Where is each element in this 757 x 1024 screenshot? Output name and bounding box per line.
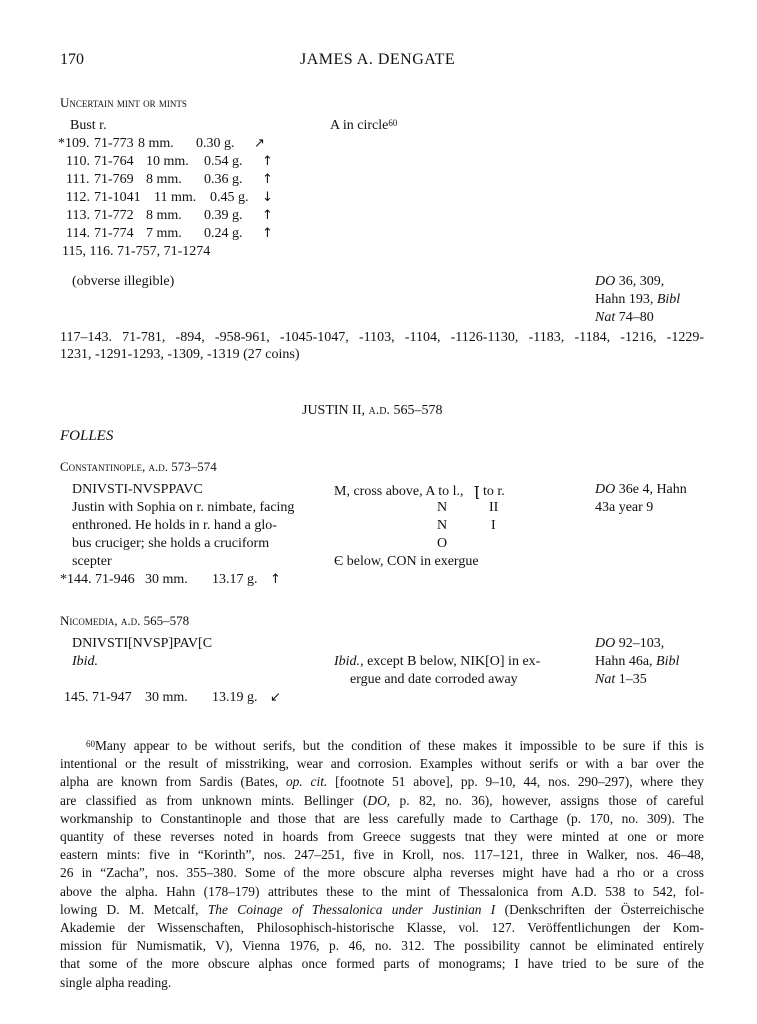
die-axis-arrow-icon: ↑: [262, 172, 273, 187]
reference-line: Nat 74–80: [595, 310, 654, 325]
section-heading-justin: JUSTIN II, a.d. 565–578: [302, 403, 443, 418]
die-axis-arrow-icon: ↗: [254, 136, 265, 151]
coin-weight: 0.30 g.: [196, 136, 235, 151]
coin-inv: 71-769: [94, 172, 134, 187]
coin-row: [58, 135, 265, 152]
coin-num: 112.: [66, 190, 90, 205]
gamma-symbol: ꞁ: [474, 480, 480, 499]
reverse-description: Є below, CON in exergue: [334, 554, 479, 569]
coin-size: 11 mm.: [154, 190, 197, 205]
reference-line: 43a year 9: [595, 500, 654, 515]
reverse-letter: N: [437, 518, 448, 533]
coin-size: 10 mm.: [146, 154, 189, 169]
obverse-legend: DNIVSTI-NVSPPAVC: [72, 482, 203, 497]
reference-line: DO 92–103,: [595, 636, 665, 651]
coin-size: 8 mm.: [146, 172, 182, 187]
reference-line: Hahn 193, Bibl: [595, 292, 681, 307]
obverse-description: Justin with Sophia on r. nimbate, facing: [72, 500, 295, 515]
coin-inv: 71-764: [94, 154, 134, 169]
coin-row: [66, 171, 273, 188]
coin-row: [66, 189, 273, 206]
reference-line: DO 36e 4, Hahn: [595, 482, 687, 497]
obverse-illegible: (obverse illegible): [72, 274, 175, 289]
coin-row-144: *144. 71-946 30 mm. 13.17 g. ↑: [60, 572, 281, 587]
coin-inv: 71-772: [94, 208, 134, 223]
die-axis-arrow-icon: ↑: [270, 572, 281, 587]
obverse-description: enthroned. He holds in r. hand a glo-: [72, 518, 277, 533]
reference-line: Hahn 46a, Bibl: [595, 654, 680, 669]
coin-inv: 71-774: [94, 226, 134, 241]
section-heading-uncertain-mint: Uncertain mint or mints: [60, 95, 187, 110]
coin-size: 8 mm.: [146, 208, 182, 223]
reverse-description: Ibid., except B below, NIK[O] in ex-: [334, 654, 541, 669]
die-axis-arrow-icon: ↓: [262, 190, 273, 205]
coin-weight: 0.45 g.: [210, 190, 249, 205]
running-header-author: JAMES A. DENGATE: [300, 51, 456, 68]
coin-inv: 71-1041: [94, 190, 141, 205]
coin-row: [66, 207, 273, 224]
die-axis-arrow-icon: ↑: [262, 208, 273, 223]
coin-size: 8 mm.: [138, 136, 174, 151]
obverse-description: scepter: [72, 554, 112, 569]
obverse-description: bus cruciger; she holds a cruciform: [72, 536, 270, 551]
coin-num: 110.: [66, 154, 90, 169]
coin-num: 113.: [66, 208, 90, 223]
footnote-60: $^{60}$Many appear to be without serifs, but the condition of these makes it impossible to be sure if this is intentional or the result of misstriking, wear and corrosion. Examples without serifs or with a bar over the alpha are known from Sardis (Bates, op. cit. [footnote 51 above], pp. 9–10, 44, nos. 290–297), where they are classified as from unknown mints. Bellinger (DO, p. 82, no. 36), however, assigns those of careful workmanship to Constantinople and those that are less carefully made to Carthage (p. 170, no. 309). The quantity of these reverses noted in hoards from Greece suggests tnat they were minted at one or more eastern mints: five in “Korinth”, nos. 247–251, five in Kroll, nos. 117–121, three in Walker, nos. 46–48, 26 in “Zacha”, nos. 355–380. Some of the more obscure alpha reverses might have had a rho or a cross above the alpha. Hahn (178–179) attributes these to the mint of Thessalonica from A.D. 538 to 542, fol- lowing D. M. Metcalf, The Coinage of Thessalonica under Justinian I (Denkschriften der Österreichische Akademie der Wissenschaften, Philosophisch-historische Klasse, vol. 127. Veröffentlichungen der Kom- mission für Numismatik, V), Vienna 1976, p. 46, no. 312. The possibility cannot be eliminated entirely that some of the more obscure alphas once formed parts of monograms; I have tried to be sure of the single alpha reading.: [60, 738, 705, 990]
reverse-description: ergue and date corroded away: [350, 672, 518, 687]
coin-row-145: 145. 71-947 30 mm. 13.19 g. ↙: [64, 690, 281, 705]
mint-heading-nicomedia: Nicomedia, a.d. 565–578: [60, 613, 190, 628]
coin-weight: 0.39 g.: [204, 208, 243, 223]
reference-line: DO 36, 309,: [595, 274, 665, 289]
coin-row-115-116: 115, 116. 71-757, 71-1274: [62, 244, 211, 259]
reverse-letter: N: [437, 500, 448, 515]
footnote-ref: 60: [388, 118, 398, 128]
reverse-description: A in circle$^{60}$: [330, 118, 398, 133]
die-axis-arrow-icon: ↑: [262, 226, 273, 241]
coin-weight: 0.24 g.: [204, 226, 243, 241]
reverse-description: M, cross above, A to l., ꞁ to r.: [334, 480, 505, 499]
coin-row: [66, 153, 273, 170]
die-axis-arrow-icon: ↙: [270, 690, 281, 705]
coin-num: 114.: [66, 226, 90, 241]
reverse-letter: O: [437, 536, 448, 551]
reverse-letter: I: [491, 518, 496, 533]
reverse-letter: II: [489, 500, 499, 515]
coin-weight: 0.54 g.: [204, 154, 243, 169]
mint-heading-constantinople: Constantinople, a.d. 573–574: [60, 459, 217, 474]
obverse-description: Ibid.: [72, 654, 99, 669]
denomination-heading: FOLLES: [60, 428, 114, 444]
die-axis-arrow-icon: ↑: [262, 154, 273, 169]
coin-size: 7 mm.: [146, 226, 182, 241]
coin-weight: 0.36 g.: [204, 172, 243, 187]
footnote-marker: 60: [86, 739, 95, 749]
reference-line: Nat 1–35: [595, 672, 647, 687]
coin-num: *109.: [58, 136, 90, 151]
coin-inv: 71-773: [94, 136, 134, 151]
coin-inventory-list: 117–143. 71-781, -894, -958-961, -1045-1047, -1103, -1104, -1126-1130, -1183, -1184, -1216, -1229- 1231, -1291-1293, -1309, -1319 (27 coins): [60, 330, 704, 362]
obverse-description: Bust r.: [70, 118, 107, 133]
page-number: 170: [60, 51, 84, 68]
coin-num: 111.: [66, 172, 90, 187]
obverse-legend: DNIVSTI[NVSP]PAV[C: [72, 636, 213, 651]
coin-row: [66, 225, 273, 242]
